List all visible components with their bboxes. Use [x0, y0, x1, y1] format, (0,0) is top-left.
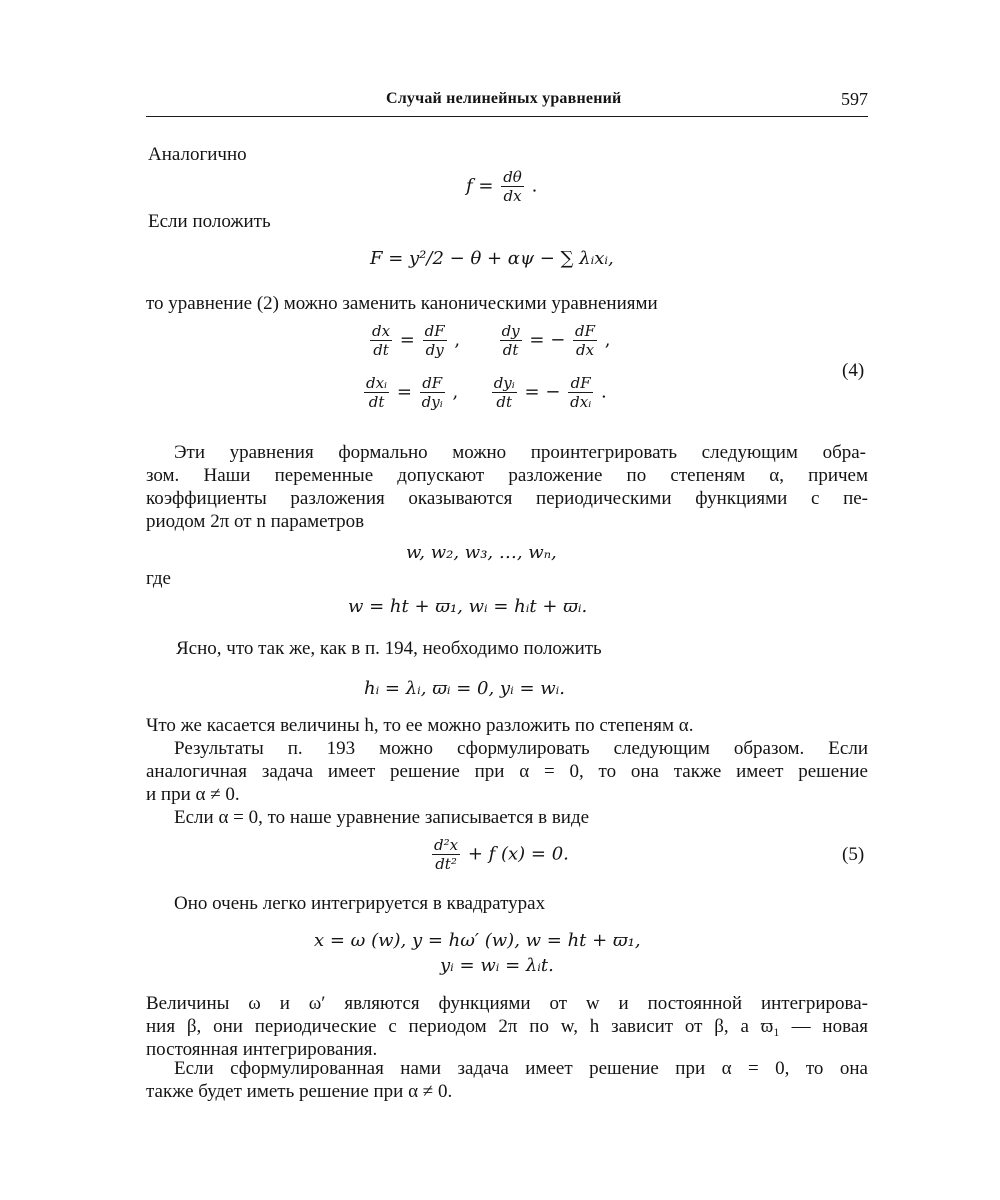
paragraph-yasno: Ясно, что так же, как в п. 194, необходимо положить [176, 638, 602, 659]
paragraph-vel-line-1: Величины ω и ω′ являются функциями от w и постоянной интегрирова- [146, 993, 868, 1014]
eq4-r2c-den: dt [496, 393, 513, 411]
eq4-r1d-num: dF [575, 322, 596, 340]
equation-number-5: (5) [842, 844, 865, 865]
eq-f-end: . [531, 175, 538, 197]
eq4-r1b-num: dF [424, 322, 445, 340]
eq4-r2a-den: dt [368, 393, 385, 411]
eq4-r1-eq1: = [399, 329, 415, 351]
eq4-r1b-den: dy [425, 341, 444, 359]
equation-solution-line-2: yᵢ = wᵢ = λᵢt. [440, 955, 554, 976]
eq4-r2b-num: dF [420, 374, 445, 393]
eq4-r1-comma2: , [604, 329, 611, 351]
equation-5 [430, 836, 569, 873]
page-number: 597 [841, 89, 868, 109]
eq4-r1-comma1: , [454, 329, 461, 351]
paragraph-eti-line-3: коэффициенты разложения оказываются периодическими функциями с пе- [146, 488, 868, 509]
paragraph-eti-line-4: риодом 2π от n параметров [146, 511, 365, 532]
paragraph-chto-zhe: Что же касается величины h, то ее можно разложить по степеням α. [146, 715, 694, 736]
eq4-r2-eq1: = [396, 381, 412, 403]
paragraph-rez-line-3: и при α ≠ 0. [146, 784, 240, 805]
paragraph-eti-line-1 [146, 442, 866, 463]
paragraph-esli-sf-line-2: также будет иметь решение при α ≠ 0. [146, 1081, 453, 1102]
eq5-num: d²x [434, 836, 459, 854]
eq4-r2-period: . [600, 381, 607, 403]
paragraph-vel-line-2: ния β, они периодические с периодом 2π по w, h зависит от β, а ϖ₁ — новая [146, 1016, 868, 1037]
paragraph-vel-line-3: постоянная интегрирования. [146, 1039, 378, 1060]
paragraph-ono: Оно очень легко интегрируется в квадратурах [174, 893, 546, 914]
equation-h: hᵢ = λᵢ, ϖᵢ = 0, yᵢ = wᵢ. [364, 678, 565, 699]
eq-f-lhs: f = [466, 175, 494, 197]
paragraph-eti-line-2: зом. Наши переменные допускают разложение по степеням α, причем [146, 465, 868, 486]
eq4-row-1 [368, 322, 611, 359]
paragraph-esli-alpha-zero: Если α = 0, то наше уравнение записывается в виде [174, 807, 590, 828]
paragraph-rez-line-2: аналогичная задача имеет решение при α = 0, то она также имеет решение [146, 761, 868, 782]
eq4-r1c-den: dt [502, 341, 519, 359]
equation-solution-line-1: x = ω (w), y = hω′ (w), w = ht + ϖ₁, [314, 930, 641, 951]
equation-w: w = ht + ϖ₁, wᵢ = hᵢt + ϖᵢ. [348, 596, 588, 617]
paragraph-to-uravnenie: то уравнение (2) можно заменить каноническими уравнениями [146, 293, 658, 314]
running-title: Случай нелинейных уравнений [386, 90, 622, 107]
eq4-r1c-num: dy [501, 322, 520, 340]
equation-hamiltonian: F = y²/2 − θ + αψ − ∑ λᵢxᵢ, [370, 248, 614, 269]
eq4-r2-comma1: , [452, 381, 459, 403]
eq4-r1a-den: dt [373, 341, 389, 359]
eq4-r2-eq2: = − [524, 381, 561, 403]
eq4-r1a-num: dx [372, 322, 391, 340]
eq4-r2d-num: dF [568, 374, 593, 393]
paragraph-rez-line-1: Результаты п. 193 можно сформулировать следующим образом. Если [174, 738, 868, 759]
equation-parameters: w, w₂, w₃, …, wₙ, [406, 542, 557, 563]
eq4-r2a-num: dxᵢ [366, 374, 388, 392]
paragraph-eti-text-1: Эти уравнения формально можно проинтегрировать следующим обра- [174, 442, 866, 463]
eq4-r2d-den: dxᵢ [570, 393, 592, 411]
eq5-rest: + f (x) = 0. [467, 843, 569, 865]
eq-f-fraction [501, 168, 524, 205]
eq5-den: dt² [435, 855, 457, 873]
eq4-r2b-den: dyᵢ [421, 393, 443, 411]
equation-number-4: (4) [842, 360, 865, 381]
eq-f-num: dθ [503, 168, 522, 186]
paragraph-esli-sf-line-1: Если сформулированная нами задача имеет решение при α = 0, то она [174, 1058, 868, 1079]
equation-f [466, 168, 537, 205]
header-rule [146, 116, 868, 117]
eq4-r1d-den: dx [575, 341, 595, 359]
paragraph-gde: где [146, 568, 171, 589]
eq4-r2c-num: dyᵢ [493, 374, 515, 392]
eq-f-den: dx [503, 187, 522, 205]
eq4-row-2 [362, 374, 607, 411]
paragraph-esli-polozhit: Если положить [148, 211, 271, 232]
paragraph-analogichno: Аналогично [148, 144, 247, 165]
eq4-r1-eq2: = − [529, 329, 566, 351]
